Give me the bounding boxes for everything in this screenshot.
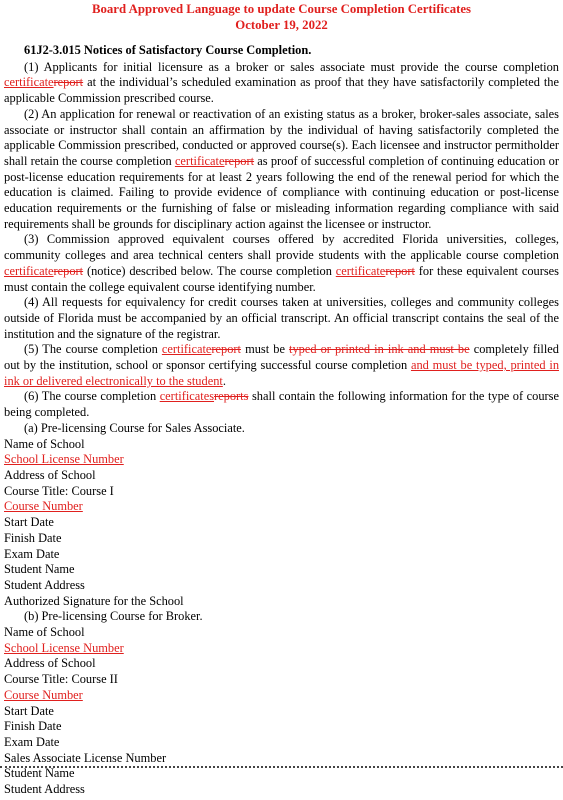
deleted-text: report [385, 263, 415, 278]
paragraph-5 [4, 342, 559, 389]
text: (3) Commission approved equivalent courses offered by accredited Florida universities, colleges, community colleges and area technical centers shall provide students with the applicable course completion [4, 232, 559, 263]
field-label: Student Name [4, 562, 75, 577]
field-label: Course Title: Course I [4, 483, 114, 498]
field-label: Student Address [4, 782, 85, 797]
paragraph-1 [4, 60, 559, 107]
inserted-text: certificate [174, 153, 225, 168]
field-label: Finish Date [4, 530, 62, 545]
field-label: Name of School [4, 625, 85, 640]
inserted-text: certificate [4, 75, 54, 90]
inserted-field-label: School License Number [4, 640, 124, 655]
rule-title: 61J2-3.015 Notices of Satisfactory Course Completion. [24, 43, 312, 57]
section-a-fields [4, 437, 559, 610]
field-label: Student Address [4, 577, 85, 592]
deleted-text: typed or printed in ink and must be [289, 342, 470, 357]
document-date: October 19, 2022 [235, 17, 328, 32]
inserted-field-label: Course Number [4, 687, 83, 702]
inserted-text: certificate [161, 342, 212, 357]
text: for these equivalent courses must contain the college equivalent course identifying number. [4, 263, 559, 294]
field-label: Finish Date [4, 719, 62, 734]
page-break-divider [0, 766, 563, 768]
paragraph-2 [4, 107, 559, 233]
field-label: Address of School [4, 656, 96, 671]
field-label: Student Name [4, 766, 75, 781]
section-b-fields [4, 625, 559, 798]
inserted-field-label: Course Number [4, 499, 83, 514]
text: (6) The course completion [24, 389, 160, 404]
field-label: Start Date [4, 703, 54, 718]
inserted-text: certificate [335, 263, 386, 278]
field-label: Exam Date [4, 734, 60, 749]
paragraph-4 [4, 295, 559, 342]
field-label: Authorized Signature for the School [4, 593, 184, 608]
deleted-text: report [53, 75, 84, 90]
field-label: Address of School [4, 467, 96, 482]
deleted-text: report [211, 342, 241, 357]
field-label: Course Title: Course II [4, 672, 118, 687]
deleted-text: report [53, 263, 84, 278]
document-header [0, 0, 563, 33]
inserted-text: certificate [4, 263, 54, 278]
text: at the individual’s scheduled examination as proof that they have satisfactorily completed the applicable Commission prescribed course. [4, 75, 559, 106]
text: shall contain the following information for the type of course being completed. [4, 389, 559, 420]
text: (2) An application for renewal or reactivation of an existing status as a broker, broker-sales associate, sales associate or instructor shall contain an affirmation by the individual of having satisfactorily completed the applicable Commission prescribed, conducted or approved course(s). Each licensee and instructor permitholder shall retain the course completion [4, 106, 559, 168]
inserted-field-label: School License Number [4, 452, 124, 467]
text: as proof of successful completion of continuing education or post-license education requirements for at least 2 years following the end of the renewal period for which the education is claimed. Failing to provide evidence of compliance with continuing education or post-license education requirements or the furnishing of false or misleading information regarding compliance with said requirements shall be grounds for disciplinary action against the licensee or instructor. [4, 153, 559, 231]
section-a-heading: (a) Pre-licensing Course for Sales Associate. [24, 420, 245, 435]
inserted-text: and must be typed, printed in ink or delivered electronically to the student [4, 358, 560, 388]
inserted-text: certificates [159, 389, 215, 404]
text: completely filled out by the institution, school or sponsor certifying successful course completion [4, 342, 559, 373]
field-label: Name of School [4, 436, 85, 451]
text: . [222, 373, 226, 388]
text: (4) All requests for equivalency for credit courses taken at universities, colleges and community colleges outside of Florida must be accompanied by an official transcript. An official transcript contains the seal of the institution and the signature of the registrar. [4, 295, 559, 341]
paragraph-6 [4, 389, 559, 420]
section-b-heading: (b) Pre-licensing Course for Broker. [24, 609, 203, 624]
field-label: Exam Date [4, 546, 60, 561]
deleted-text: report [224, 153, 255, 168]
text: must be [241, 342, 290, 357]
paragraph-3 [4, 232, 559, 295]
document-title: Board Approved Language to update Course Completion Certificates [91, 2, 472, 16]
rule-body [0, 43, 563, 798]
text: (5) The course completion [24, 342, 162, 357]
text: (notice) described below. The course completion [83, 263, 336, 278]
text: (1) Applicants for initial licensure as a broker or sales associate must provide the course completion [24, 59, 559, 74]
field-label: Start Date [4, 515, 54, 530]
deleted-text: reports [214, 389, 249, 404]
field-label: Sales Associate License Number [4, 750, 167, 765]
